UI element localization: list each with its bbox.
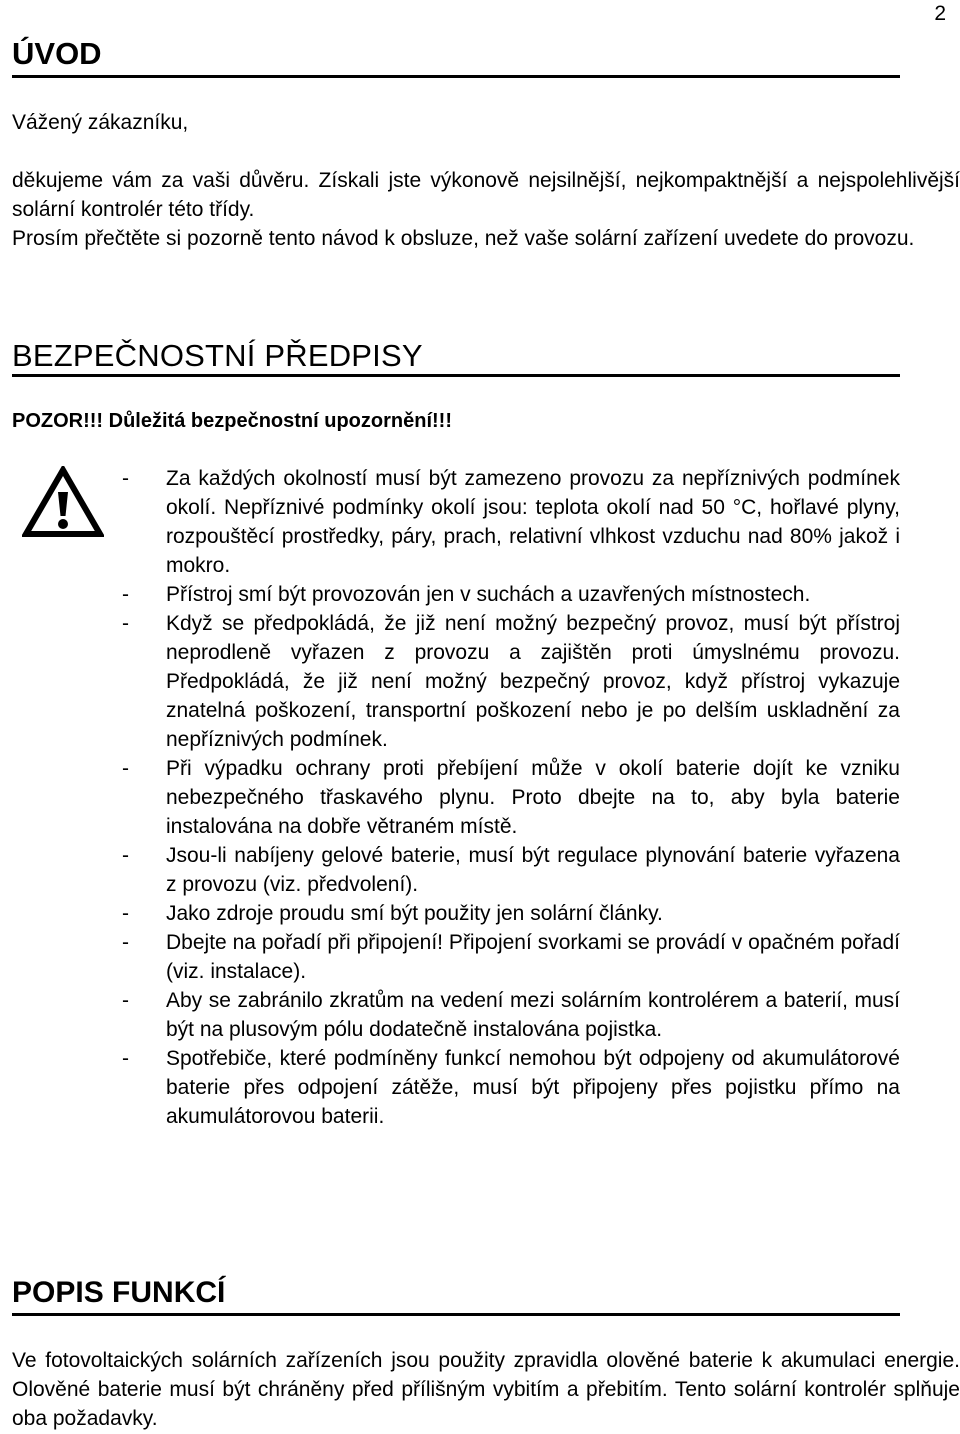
list-dash: - (122, 902, 129, 925)
functions-paragraph: Ve fotovoltaických solárních zařízeních jsou použity zpravidla olověné baterie k akumulaci energie. Olověné baterie musí být chráněny před přílišným vybitím a přebitím. Tento solární kontrolér splňuje oba požadavky. (12, 1349, 960, 1430)
list-item (122, 580, 900, 609)
heading-rule (12, 75, 900, 78)
intro-paragraph-2: Prosím přečtěte si pozorně tento návod k obsluze, než vaše solární zařízení uvedete do provozu. (12, 227, 915, 250)
greeting: Vážený zákazníku, (12, 111, 189, 134)
list-dash: - (122, 989, 129, 1012)
intro-heading: ÚVOD (12, 36, 102, 71)
list-item (122, 754, 900, 841)
list-dash: - (122, 583, 129, 606)
list-dash: - (122, 467, 129, 490)
heading-rule (12, 374, 900, 377)
warning-title: POZOR!!! Důležitá bezpečnostní upozornění!!! (12, 410, 452, 432)
list-item-text: Za každých okolností musí být zamezeno provozu za nepříznivých podmínek okolí. Nepříznivé podmínky okolí jsou: teplota okolí nad 50 °C, hořlavé plyny, rozpouštěcí prostředky, páry, prach, relativní vlhkost vzduchu nad 80% jakož i mokro. (166, 467, 900, 577)
list-item-text: Při výpadku ochrany proti přebíjení může v okolí baterie dojít ke vzniku nebezpečného třaskavého plynu. Proto dbejte na to, aby byla baterie instalována na dobře větraném místě. (166, 757, 900, 838)
warning-triangle-icon (22, 466, 104, 538)
heading-rule (12, 1313, 900, 1316)
list-item (122, 609, 900, 754)
safety-heading: BEZPEČNOSTNÍ PŘEDPISY (12, 338, 423, 373)
intro-paragraph: děkujeme vám za vaši důvěru. Získali jste výkonově nejsilnější, nejkompaktnější a nejspolehlivější solární kontrolér této třídy. (12, 169, 960, 221)
safety-list (122, 464, 900, 1131)
list-item-text: Spotřebiče, které podmíněny funkcí nemohou být odpojeny od akumulátorové baterie přes odpojení zátěže, musí být připojeny přes pojistku přímo na akumulátorovou baterii. (166, 1047, 900, 1128)
list-item (122, 841, 900, 899)
list-item-text: Jsou-li nabíjeny gelové baterie, musí být regulace plynování baterie vyřazena z provozu (viz. předvolení). (166, 844, 900, 896)
list-item (122, 464, 900, 580)
page-number: 2 (934, 2, 946, 25)
list-item-text: Když se předpokládá, že již není možný bezpečný provoz, musí být přístroj neprodleně vyřazen z provozu a zajištěn proti úmyslnému provozu. Předpokládá, že již není možný bezpečný provoz, když přístroj vykazuje znatelná poškození, transportní poškození nebo je po delším uskladnění za nepříznivých podmínek. (166, 612, 900, 751)
list-dash: - (122, 757, 129, 780)
list-dash: - (122, 844, 129, 867)
list-item (122, 986, 900, 1044)
list-item (122, 1044, 900, 1131)
list-item-text: Aby se zabránilo zkratům na vedení mezi solárním kontrolérem a baterií, musí být na plusovým pólu dodatečně instalována pojistka. (166, 989, 900, 1041)
list-item-text: Dbejte na pořadí při připojení! Připojení svorkami se provádí v opačném pořadí (viz. instalace). (166, 931, 900, 983)
list-item-text: Jako zdroje proudu smí být použity jen solární články. (166, 902, 663, 925)
list-dash: - (122, 1047, 129, 1070)
functions-heading: POPIS FUNKCÍ (12, 1276, 226, 1309)
list-item-text: Přístroj smí být provozován jen v suchách a uzavřených místnostech. (166, 583, 811, 606)
list-dash: - (122, 612, 129, 635)
list-item (122, 928, 900, 986)
list-item (122, 899, 900, 928)
list-dash: - (122, 931, 129, 954)
